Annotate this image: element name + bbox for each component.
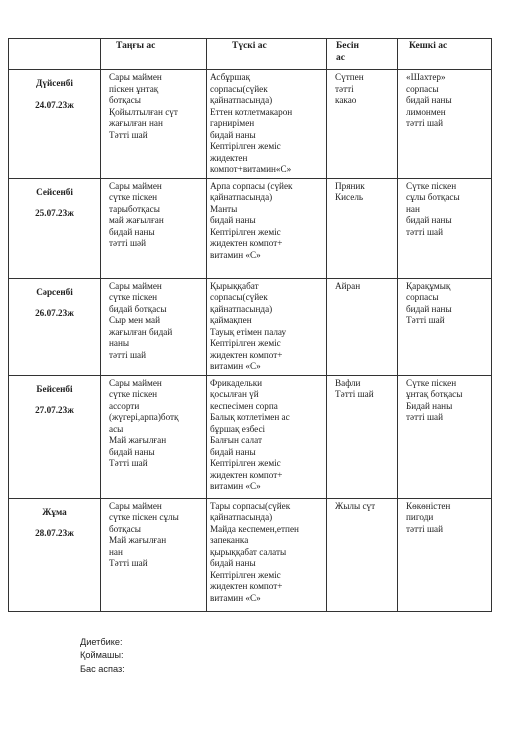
- menu-line: нан: [406, 203, 420, 214]
- menu-line: бұршақ езбесі: [210, 423, 266, 434]
- menu-line: Сүтпен: [335, 72, 364, 82]
- menu-line: сұлы ботқасы: [406, 192, 460, 202]
- menu-line: Манты: [210, 203, 238, 214]
- menu-line: тәтті шай: [406, 226, 444, 237]
- menu-line: Сары маймен: [109, 72, 162, 82]
- menu-line: қайнатпасында): [210, 303, 273, 314]
- menu-line: ботқасы: [109, 523, 141, 534]
- day-cell: [9, 375, 101, 498]
- menu-line: Вафли: [335, 377, 361, 388]
- menu-line: Тауық етімен палау: [210, 326, 287, 337]
- dinner-cell: [398, 498, 492, 611]
- storekeeper-label: Қоймашы:: [80, 650, 124, 661]
- menu-line: жағылған нан: [109, 118, 163, 128]
- menu-line: бидай наны: [406, 95, 452, 105]
- menu-line: май жағылған: [109, 215, 164, 225]
- head-cook-label: Бас аспаз:: [80, 663, 125, 674]
- menu-line: тәтті шай: [406, 118, 444, 128]
- day-cell: [9, 278, 101, 375]
- menu-line: қырыққабат салаты: [210, 546, 287, 557]
- day-name: Жұма: [42, 506, 67, 517]
- day-cell: [9, 498, 101, 611]
- menu-line: тәтті: [335, 83, 354, 94]
- day-date: 25.07.23ж: [35, 208, 74, 218]
- lunch-cell: [207, 278, 327, 375]
- menu-line: Кептірілген жеміс: [210, 569, 281, 580]
- menu-line: пигоди: [406, 512, 434, 522]
- menu-line: сорпасы: [406, 292, 439, 302]
- menu-line: жидектен компот+: [210, 581, 283, 591]
- signature-block: [80, 636, 125, 676]
- menu-line: жидектен компот+: [210, 238, 283, 248]
- day-cell: [9, 70, 101, 179]
- snack-cell: [327, 70, 398, 179]
- menu-line: сорпасы: [406, 83, 439, 94]
- menu-line: бидай ботқасы: [109, 303, 167, 314]
- menu-line: тәтті шәй: [109, 238, 147, 248]
- day-name: Дүйсенбі: [36, 78, 73, 88]
- menu-line: піскен ұнтақ: [109, 83, 159, 94]
- menu-line: сүтке піскен: [109, 292, 158, 302]
- menu-line: қайнатпасында): [210, 192, 273, 202]
- menu-line: бидай наны: [109, 446, 155, 457]
- header-snack: Бесін ас: [327, 39, 398, 70]
- menu-line: Майда кеспемен,етпен: [210, 523, 299, 534]
- menu-line: Сыр мен май: [109, 315, 161, 325]
- day-name: Бейсенбі: [36, 383, 73, 394]
- menu-line: Көкөністен: [406, 500, 451, 511]
- menu-line: Бидай наны: [406, 400, 453, 411]
- header-day: [9, 39, 101, 70]
- menu-line: тәтті шай: [109, 349, 147, 360]
- menu-line: Кептірілген жеміс: [210, 338, 281, 348]
- menu-line: бидай наны: [210, 129, 256, 140]
- menu-line: нан: [109, 546, 123, 557]
- menu-line: (жүгері,арпа)ботқ: [109, 412, 179, 422]
- menu-line: Кисель: [335, 192, 364, 202]
- table-row: [9, 375, 492, 498]
- menu-line: асы: [109, 423, 124, 434]
- menu-line: Асбұршақ: [210, 72, 251, 82]
- dinner-cell: [398, 375, 492, 498]
- menu-line: Сары маймен: [109, 377, 162, 388]
- menu-line: жағылған бидай: [109, 326, 173, 337]
- menu-line: бидай наны: [210, 215, 256, 225]
- menu-line: гарнирімен: [210, 118, 255, 128]
- day-date: 28.07.23ж: [35, 528, 74, 538]
- menu-line: Балық котлетімен ас: [210, 412, 290, 422]
- menu-line: Кептірілген жеміс: [210, 226, 281, 237]
- day-date: 27.07.23ж: [35, 405, 74, 415]
- menu-line: сорпасы(сүйек: [210, 83, 268, 94]
- menu-line: какао: [335, 95, 357, 105]
- day-date: 24.07.23ж: [35, 99, 74, 110]
- dietitian-label: Диетбике:: [80, 637, 123, 647]
- menu-line: ассорти: [109, 400, 140, 411]
- menu-line: жидектен компот+: [210, 349, 283, 360]
- menu-line: витамин «С»: [210, 361, 261, 371]
- day-name: Сейсенбі: [36, 186, 73, 197]
- table-row: [9, 278, 492, 375]
- menu-line: Қойылтылған сүт: [109, 106, 178, 117]
- menu-line: сүтке піскен сұлы: [109, 512, 179, 522]
- lunch-cell: [207, 375, 327, 498]
- menu-line: Тәтті шай: [109, 129, 148, 140]
- header-row: [9, 39, 492, 70]
- snack-cell: [327, 498, 398, 611]
- breakfast-cell: [101, 70, 207, 179]
- lunch-cell: [207, 178, 327, 278]
- day-name: Сәрсенбі: [36, 286, 73, 297]
- day-date: 26.07.23ж: [35, 308, 74, 318]
- menu-line: қосылған үй: [210, 389, 259, 399]
- menu-line: сүтке піскен: [109, 192, 158, 202]
- menu-line: Сүтке піскен: [406, 377, 457, 388]
- day-cell: [9, 178, 101, 278]
- dinner-cell: [398, 70, 492, 179]
- menu-line: тәтті шай: [406, 523, 444, 534]
- breakfast-cell: [101, 375, 207, 498]
- menu-line: қайнатпасында): [210, 512, 273, 522]
- menu-line: компот+витамин«С»: [210, 164, 292, 174]
- menu-line: бидай наны: [109, 226, 155, 237]
- menu-line: Кептірілген жеміс: [210, 458, 281, 468]
- menu-line: Еттен котлетмакарон: [210, 106, 293, 117]
- breakfast-cell: [101, 498, 207, 611]
- menu-line: Сүтке піскен: [406, 180, 457, 191]
- menu-line: запеканка: [210, 535, 249, 545]
- menu-line: наны: [109, 338, 130, 348]
- menu-line: Жылы сүт: [335, 500, 376, 511]
- menu-line: Айран: [335, 280, 361, 291]
- menu-line: Тәтті шай: [109, 458, 148, 468]
- header-lunch: Түскі ас: [207, 39, 327, 70]
- table-row: [9, 498, 492, 611]
- snack-cell: [327, 178, 398, 278]
- menu-line: Пряник: [335, 180, 365, 191]
- menu-line: Тары сорпасы(сүйек: [210, 500, 291, 511]
- menu-table: [8, 38, 492, 612]
- menu-line: тәтті шай: [406, 412, 444, 422]
- header-dinner: Кешкі ас: [398, 39, 492, 70]
- menu-line: Тәтті шай: [109, 558, 148, 568]
- dinner-cell: [398, 178, 492, 278]
- header-breakfast: Таңғы ас: [101, 39, 207, 70]
- breakfast-cell: [101, 178, 207, 278]
- menu-line: сүтке піскен: [109, 389, 158, 399]
- menu-line: ұнтақ ботқасы: [406, 389, 463, 399]
- breakfast-cell: [101, 278, 207, 375]
- menu-line: Балғын салат: [210, 435, 262, 445]
- menu-line: витамин «С»: [210, 481, 261, 491]
- menu-line: Арпа сорпасы (сүйек: [210, 180, 293, 191]
- menu-line: Сары маймен: [109, 500, 162, 511]
- lunch-cell: [207, 498, 327, 611]
- menu-line: Қырыққабат: [210, 280, 259, 291]
- menu-line: Сары маймен: [109, 180, 162, 191]
- menu-line: лимонмен: [406, 106, 446, 117]
- menu-line: тарыботқасы: [109, 203, 160, 214]
- menu-line: жидектен: [210, 152, 248, 163]
- menu-line: бидай наны: [210, 446, 256, 457]
- menu-line: «Шахтер»: [406, 72, 446, 82]
- dinner-cell: [398, 278, 492, 375]
- menu-line: витамин «С»: [210, 249, 261, 260]
- menu-line: бидай наны: [406, 303, 452, 314]
- snack-cell: [327, 375, 398, 498]
- menu-line: қаймақпен: [210, 315, 252, 325]
- menu-line: сорпасы(сүйек: [210, 292, 268, 302]
- snack-cell: [327, 278, 398, 375]
- menu-line: витамин «С»: [210, 592, 261, 603]
- table-row: [9, 70, 492, 179]
- menu-line: Тәтті шай: [335, 389, 374, 399]
- menu-line: ботқасы: [109, 95, 141, 105]
- menu-line: Фрикадельки: [210, 377, 263, 388]
- menu-line: жидектен компот+: [210, 469, 283, 480]
- menu-line: Кептірілген жеміс: [210, 141, 281, 151]
- menu-line: кеспесімен сорпа: [210, 400, 278, 411]
- menu-line: бидай наны: [406, 215, 452, 225]
- lunch-cell: [207, 70, 327, 179]
- menu-line: Сары маймен: [109, 280, 162, 291]
- menu-line: Май жағылған: [109, 535, 167, 545]
- menu-line: бидай наны: [210, 558, 256, 568]
- table-row: [9, 178, 492, 278]
- menu-line: Тәтті шай: [406, 315, 445, 325]
- menu-line: Қарақұмық: [406, 280, 451, 291]
- menu-line: Май жағылған: [109, 435, 167, 445]
- menu-line: қайнатпасында): [210, 95, 273, 105]
